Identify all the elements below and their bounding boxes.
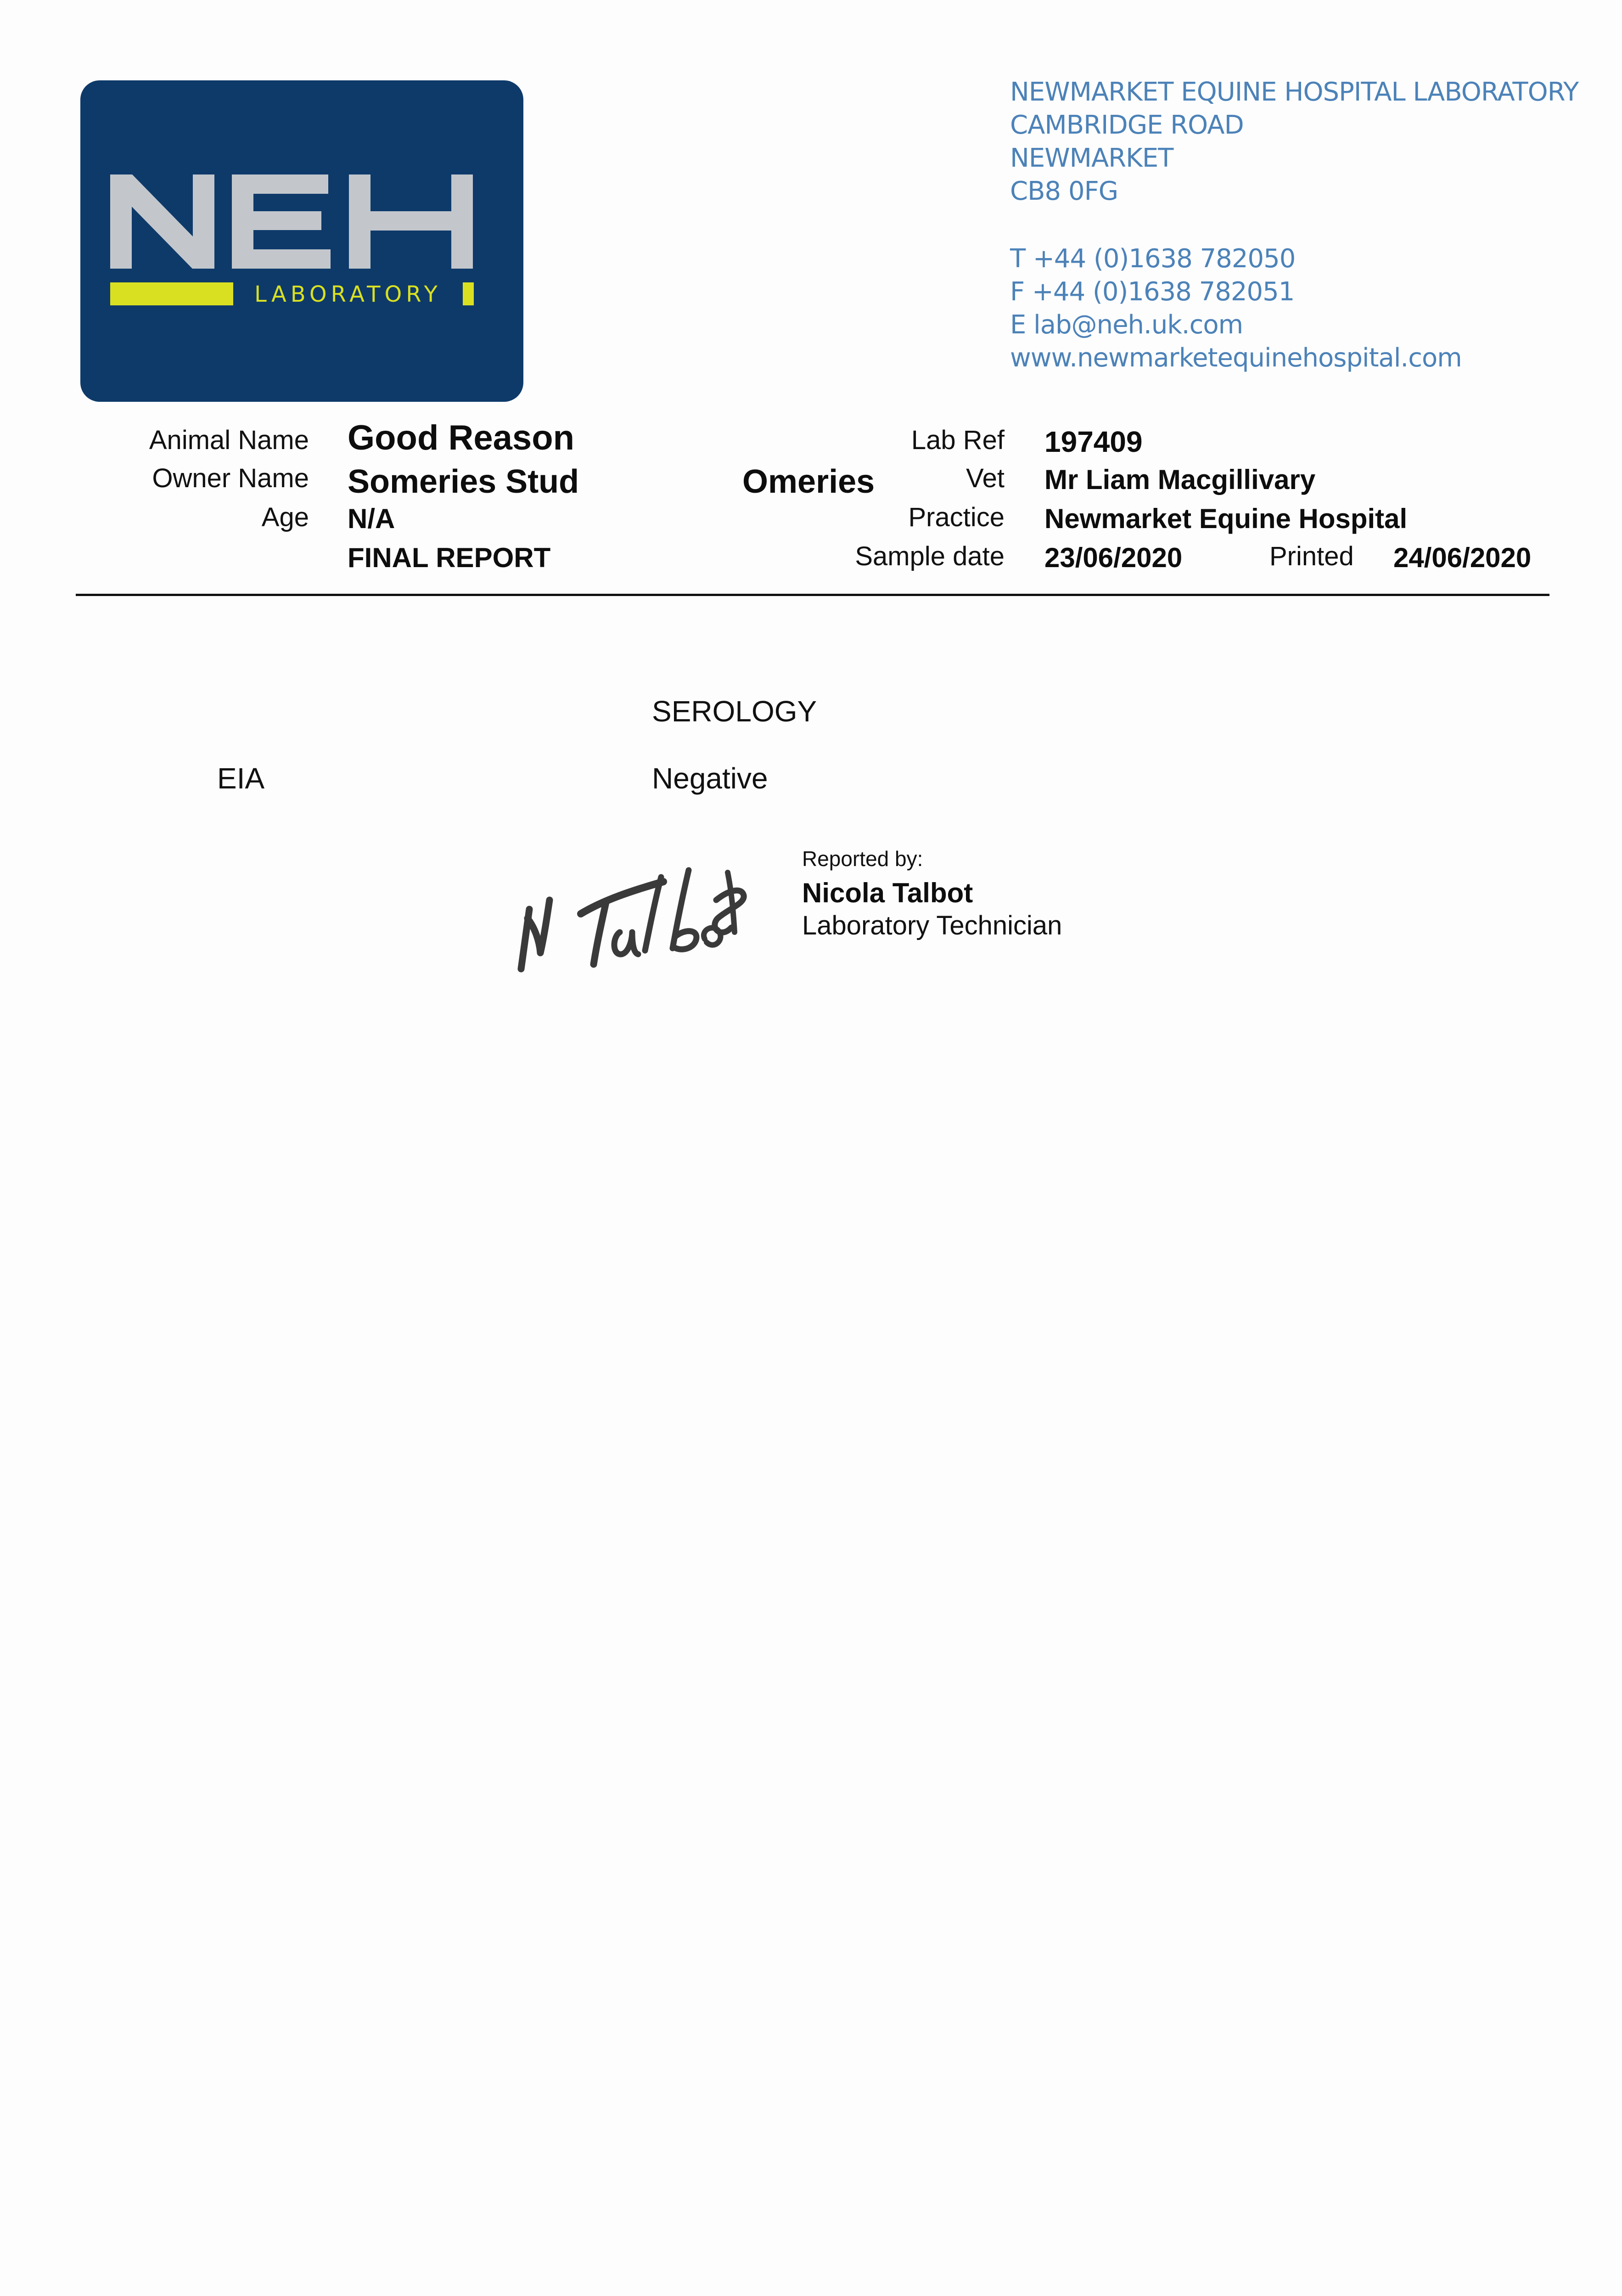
animal-name-value: Good Reason: [348, 418, 575, 457]
logo-laboratory-text: LABORATORY: [254, 281, 442, 307]
signature-image: [512, 845, 751, 980]
owner-name-value: Someries Stud: [348, 463, 579, 500]
owner-extra-text: Omeries: [742, 463, 875, 500]
practice-value: Newmarket Equine Hospital: [1044, 503, 1408, 534]
vet-label: Vet: [966, 463, 1005, 493]
reported-by-label: Reported by:: [802, 847, 923, 871]
address-line: NEWMARKET: [1010, 143, 1173, 173]
printed-date-value: 24/06/2020: [1393, 542, 1532, 573]
practice-label: Practice: [908, 502, 1005, 532]
fax-number: F +44 (0)1638 782051: [1010, 277, 1295, 307]
sample-date-value: 23/06/2020: [1044, 542, 1183, 573]
address-line: CAMBRIDGE ROAD: [1010, 110, 1244, 140]
reporter-title: Laboratory Technician: [802, 911, 1062, 940]
sample-date-label: Sample date: [855, 541, 1005, 571]
age-value: N/A: [348, 503, 395, 534]
reporter-name: Nicola Talbot: [802, 878, 973, 908]
test-result: Negative: [652, 762, 768, 795]
test-name: EIA: [217, 762, 265, 795]
header-divider: [76, 594, 1549, 596]
lab-ref-label: Lab Ref: [911, 425, 1005, 455]
animal-name-label: Animal Name: [149, 425, 309, 455]
printed-label: Printed: [1269, 541, 1354, 571]
email-address: E lab@neh.uk.com: [1010, 310, 1243, 340]
website-url: www.newmarketequinehospital.com: [1010, 343, 1462, 373]
section-heading: SEROLOGY: [652, 695, 817, 728]
phone-number: T +44 (0)1638 782050: [1010, 244, 1296, 274]
address-line: NEWMARKET EQUINE HOSPITAL LABORATORY: [1010, 77, 1579, 107]
address-line: CB8 0FG: [1010, 176, 1118, 206]
report-status: FINAL REPORT: [348, 542, 551, 573]
lab-ref-value: 197409: [1044, 425, 1143, 458]
vet-value: Mr Liam Macgillivary: [1044, 464, 1316, 495]
neh-laboratory-logo: [80, 80, 523, 402]
age-label: Age: [261, 502, 309, 532]
lab-address-block: [1010, 76, 1607, 375]
owner-name-label: Owner Name: [152, 463, 309, 493]
